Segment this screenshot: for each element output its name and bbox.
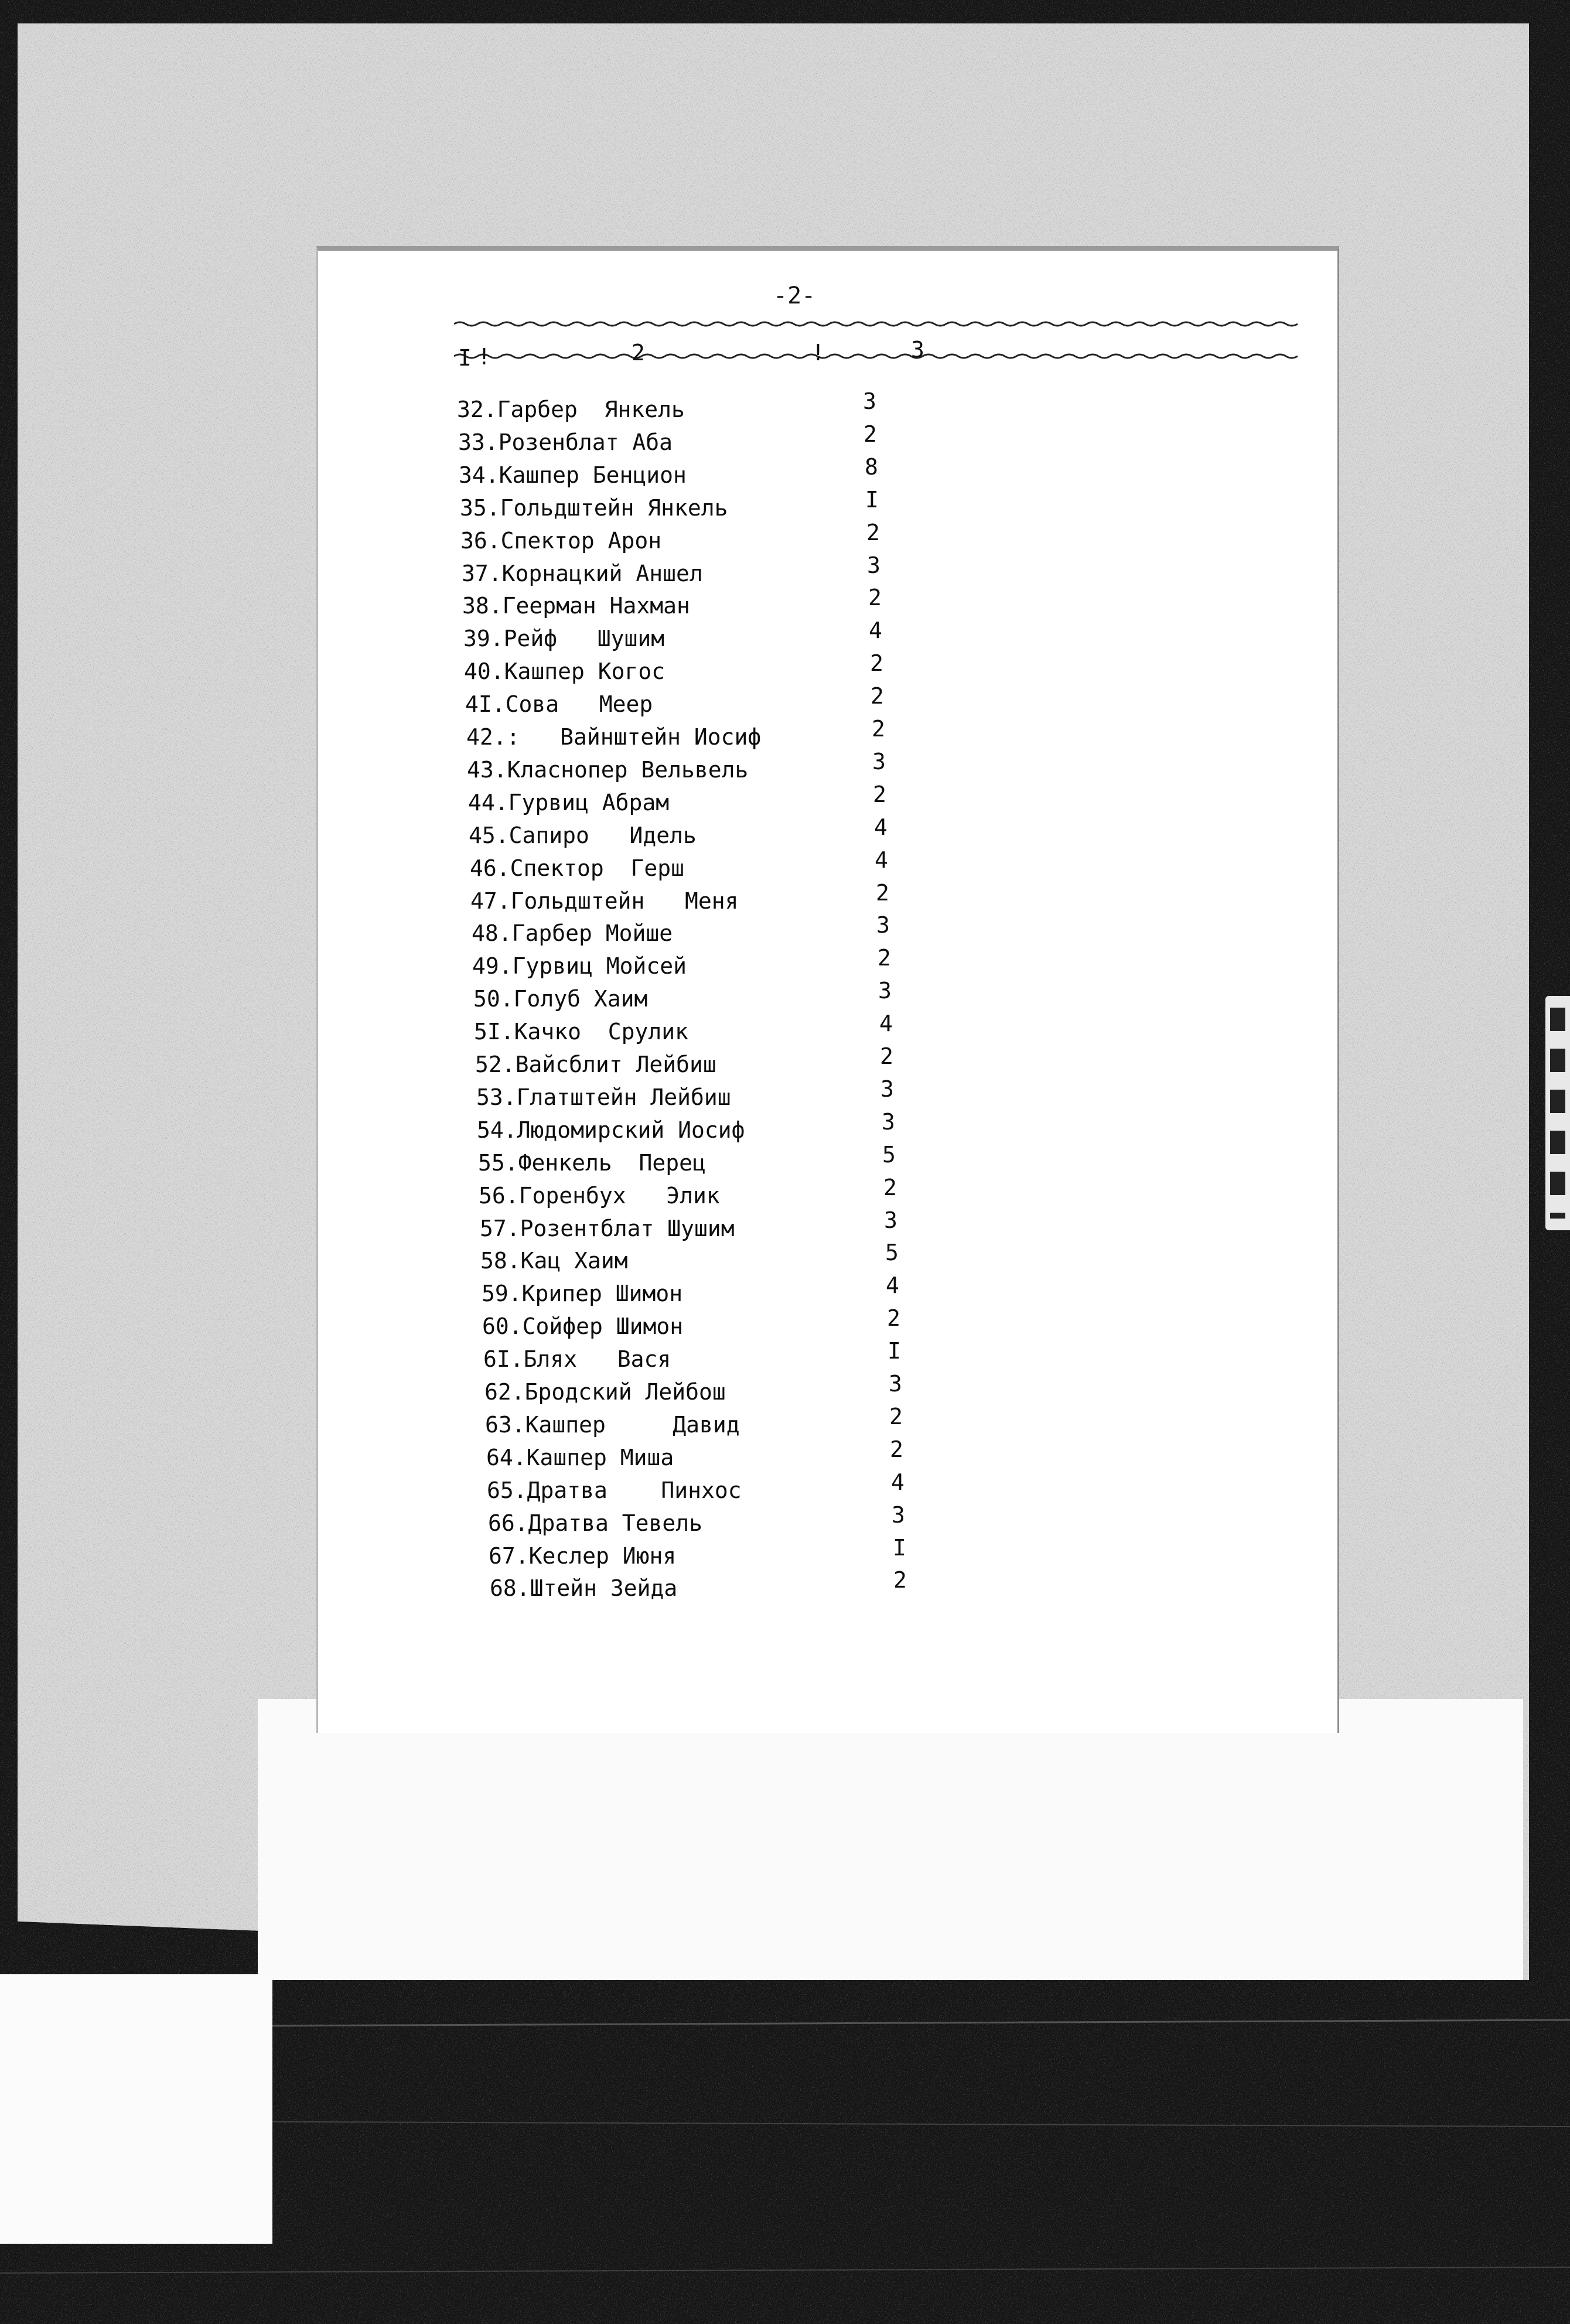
list-item-quantity: I — [888, 1338, 901, 1364]
list-item-name: 37.Корнацкий Аншел — [462, 561, 703, 586]
column-separator-1: ! — [477, 344, 491, 370]
header-bottom-rule — [454, 351, 1309, 360]
page-number: -2- — [773, 282, 816, 309]
list-item-name: 47.Гольдштейн Меня — [470, 888, 739, 914]
list-item-quantity: 4 — [874, 814, 888, 840]
list-item-quantity: 3 — [876, 912, 890, 938]
list-item-quantity: 8 — [865, 454, 878, 480]
list-item-name: 68.Штейн Зейда — [490, 1575, 678, 1601]
list-item-name: 56.Горенбух Элик — [479, 1183, 720, 1209]
list-item-name: 43.Класнопер Вельвель — [467, 757, 749, 783]
list-item-name: 57.Розентблат Шушим — [480, 1216, 735, 1241]
list-item-quantity: 4 — [879, 1011, 893, 1036]
list-item-quantity: 2 — [887, 1305, 900, 1331]
list-item-name: 60.Сойфер Шимон — [482, 1313, 684, 1339]
list-item-quantity: 4 — [869, 617, 882, 643]
list-item-quantity: 2 — [864, 421, 877, 447]
header-top-rule — [454, 319, 1309, 327]
list-item-quantity: 2 — [893, 1567, 907, 1593]
list-item-name: 59.Крипер Шимон — [482, 1281, 683, 1306]
list-item-quantity: 2 — [889, 1404, 903, 1429]
list-item-name: 54.Людомирский Иосиф — [477, 1117, 745, 1143]
list-item-name: 63.Кашпер Давид — [485, 1412, 740, 1438]
list-item-name: 33.Розенблат Аба — [458, 429, 673, 455]
list-item-quantity: 3 — [863, 388, 876, 414]
list-item-name: 48.Гарбер Мойше — [472, 920, 673, 946]
list-item-name: 45.Сапиро Идель — [469, 823, 697, 848]
list-item-quantity: 3 — [889, 1371, 902, 1397]
list-item-name: 64.Кашпер Миша — [486, 1445, 674, 1470]
list-item-name: 44.Гурвиц Абрам — [468, 790, 670, 815]
list-item-quantity: 2 — [883, 1175, 897, 1200]
list-item-quantity: 3 — [892, 1502, 905, 1528]
list-item-name: 55.Фенкель Перец — [478, 1150, 706, 1176]
list-item-name: 35.Гольдштейн Янкель — [460, 495, 728, 521]
list-item-name: 32.Гарбер Янкель — [457, 397, 685, 422]
list-item-name: 4I.Сова Меер — [465, 691, 653, 717]
list-item-name: 52.Вайсблит Лейбиш — [475, 1052, 716, 1077]
list-item-name: 34.Кашпер Бенцион — [459, 462, 687, 488]
list-item-name: 38.Геерман Нахман — [462, 593, 690, 619]
list-item-quantity: 3 — [882, 1109, 895, 1135]
list-item-quantity: 3 — [878, 978, 892, 1004]
column-separator-2: ! — [811, 340, 825, 366]
list-item-quantity: 2 — [870, 650, 883, 676]
list-item-quantity: 3 — [884, 1207, 897, 1233]
column-header-3: 3 — [911, 337, 924, 363]
list-item-quantity: 2 — [880, 1043, 893, 1069]
list-item-quantity: 4 — [891, 1469, 905, 1495]
list-item-name: 53.Глатштейн Лейбиш — [476, 1084, 731, 1110]
list-item-quantity: I — [865, 487, 879, 513]
list-item-name: 50.Голуб Хаим — [473, 986, 648, 1012]
list-item-name: 40.Кашпер Когос — [464, 658, 665, 684]
list-item-name: 67.Кеслер Июня — [489, 1543, 677, 1569]
list-item-name: 36.Спектор Арон — [460, 528, 662, 554]
column-header-1: I — [458, 345, 472, 371]
list-item-quantity: 2 — [866, 520, 880, 545]
list-item-name: 46.Спектор Герш — [470, 855, 685, 881]
edge-marker — [1545, 996, 1570, 1230]
list-item-quantity: 3 — [867, 552, 880, 578]
column-header-2: 2 — [632, 340, 645, 366]
list-item-quantity: 2 — [872, 716, 885, 742]
list-item-name: 66.Дратва Тевель — [488, 1510, 703, 1536]
list-item-quantity: 4 — [875, 847, 888, 873]
list-item-name: 65.Дратва Пинхос — [487, 1477, 742, 1503]
list-item-name: 58.Кац Хаим — [480, 1248, 628, 1274]
list-item-quantity: 2 — [871, 683, 884, 709]
list-item-quantity: 5 — [882, 1142, 896, 1168]
list-item-name: 42.: Вайнштейн Иосиф — [466, 724, 762, 750]
list-item-quantity: 4 — [886, 1272, 899, 1298]
list-item-quantity: 3 — [872, 749, 886, 774]
list-item-quantity: 2 — [876, 880, 889, 906]
list-item-quantity: 2 — [890, 1436, 903, 1462]
list-item-quantity: I — [893, 1535, 906, 1561]
list-item-name: 6I.Блях Вася — [483, 1346, 671, 1372]
list-item-name: 5I.Качко Срулик — [474, 1019, 689, 1045]
list-item-quantity: 2 — [868, 585, 882, 610]
list-item-name: 49.Гурвиц Мойсей — [472, 953, 687, 979]
list-item-quantity: 2 — [878, 945, 891, 971]
list-item-name: 62.Бродский Лейбош — [484, 1379, 726, 1405]
list-item-quantity: 3 — [880, 1076, 894, 1102]
bottom-left-white-strip — [0, 1974, 272, 2244]
list-item-name: 39.Рейф Шушим — [463, 626, 665, 651]
list-item-quantity: 5 — [885, 1240, 899, 1265]
lower-white-area — [258, 1699, 1523, 1980]
list-item-quantity: 2 — [873, 782, 886, 807]
